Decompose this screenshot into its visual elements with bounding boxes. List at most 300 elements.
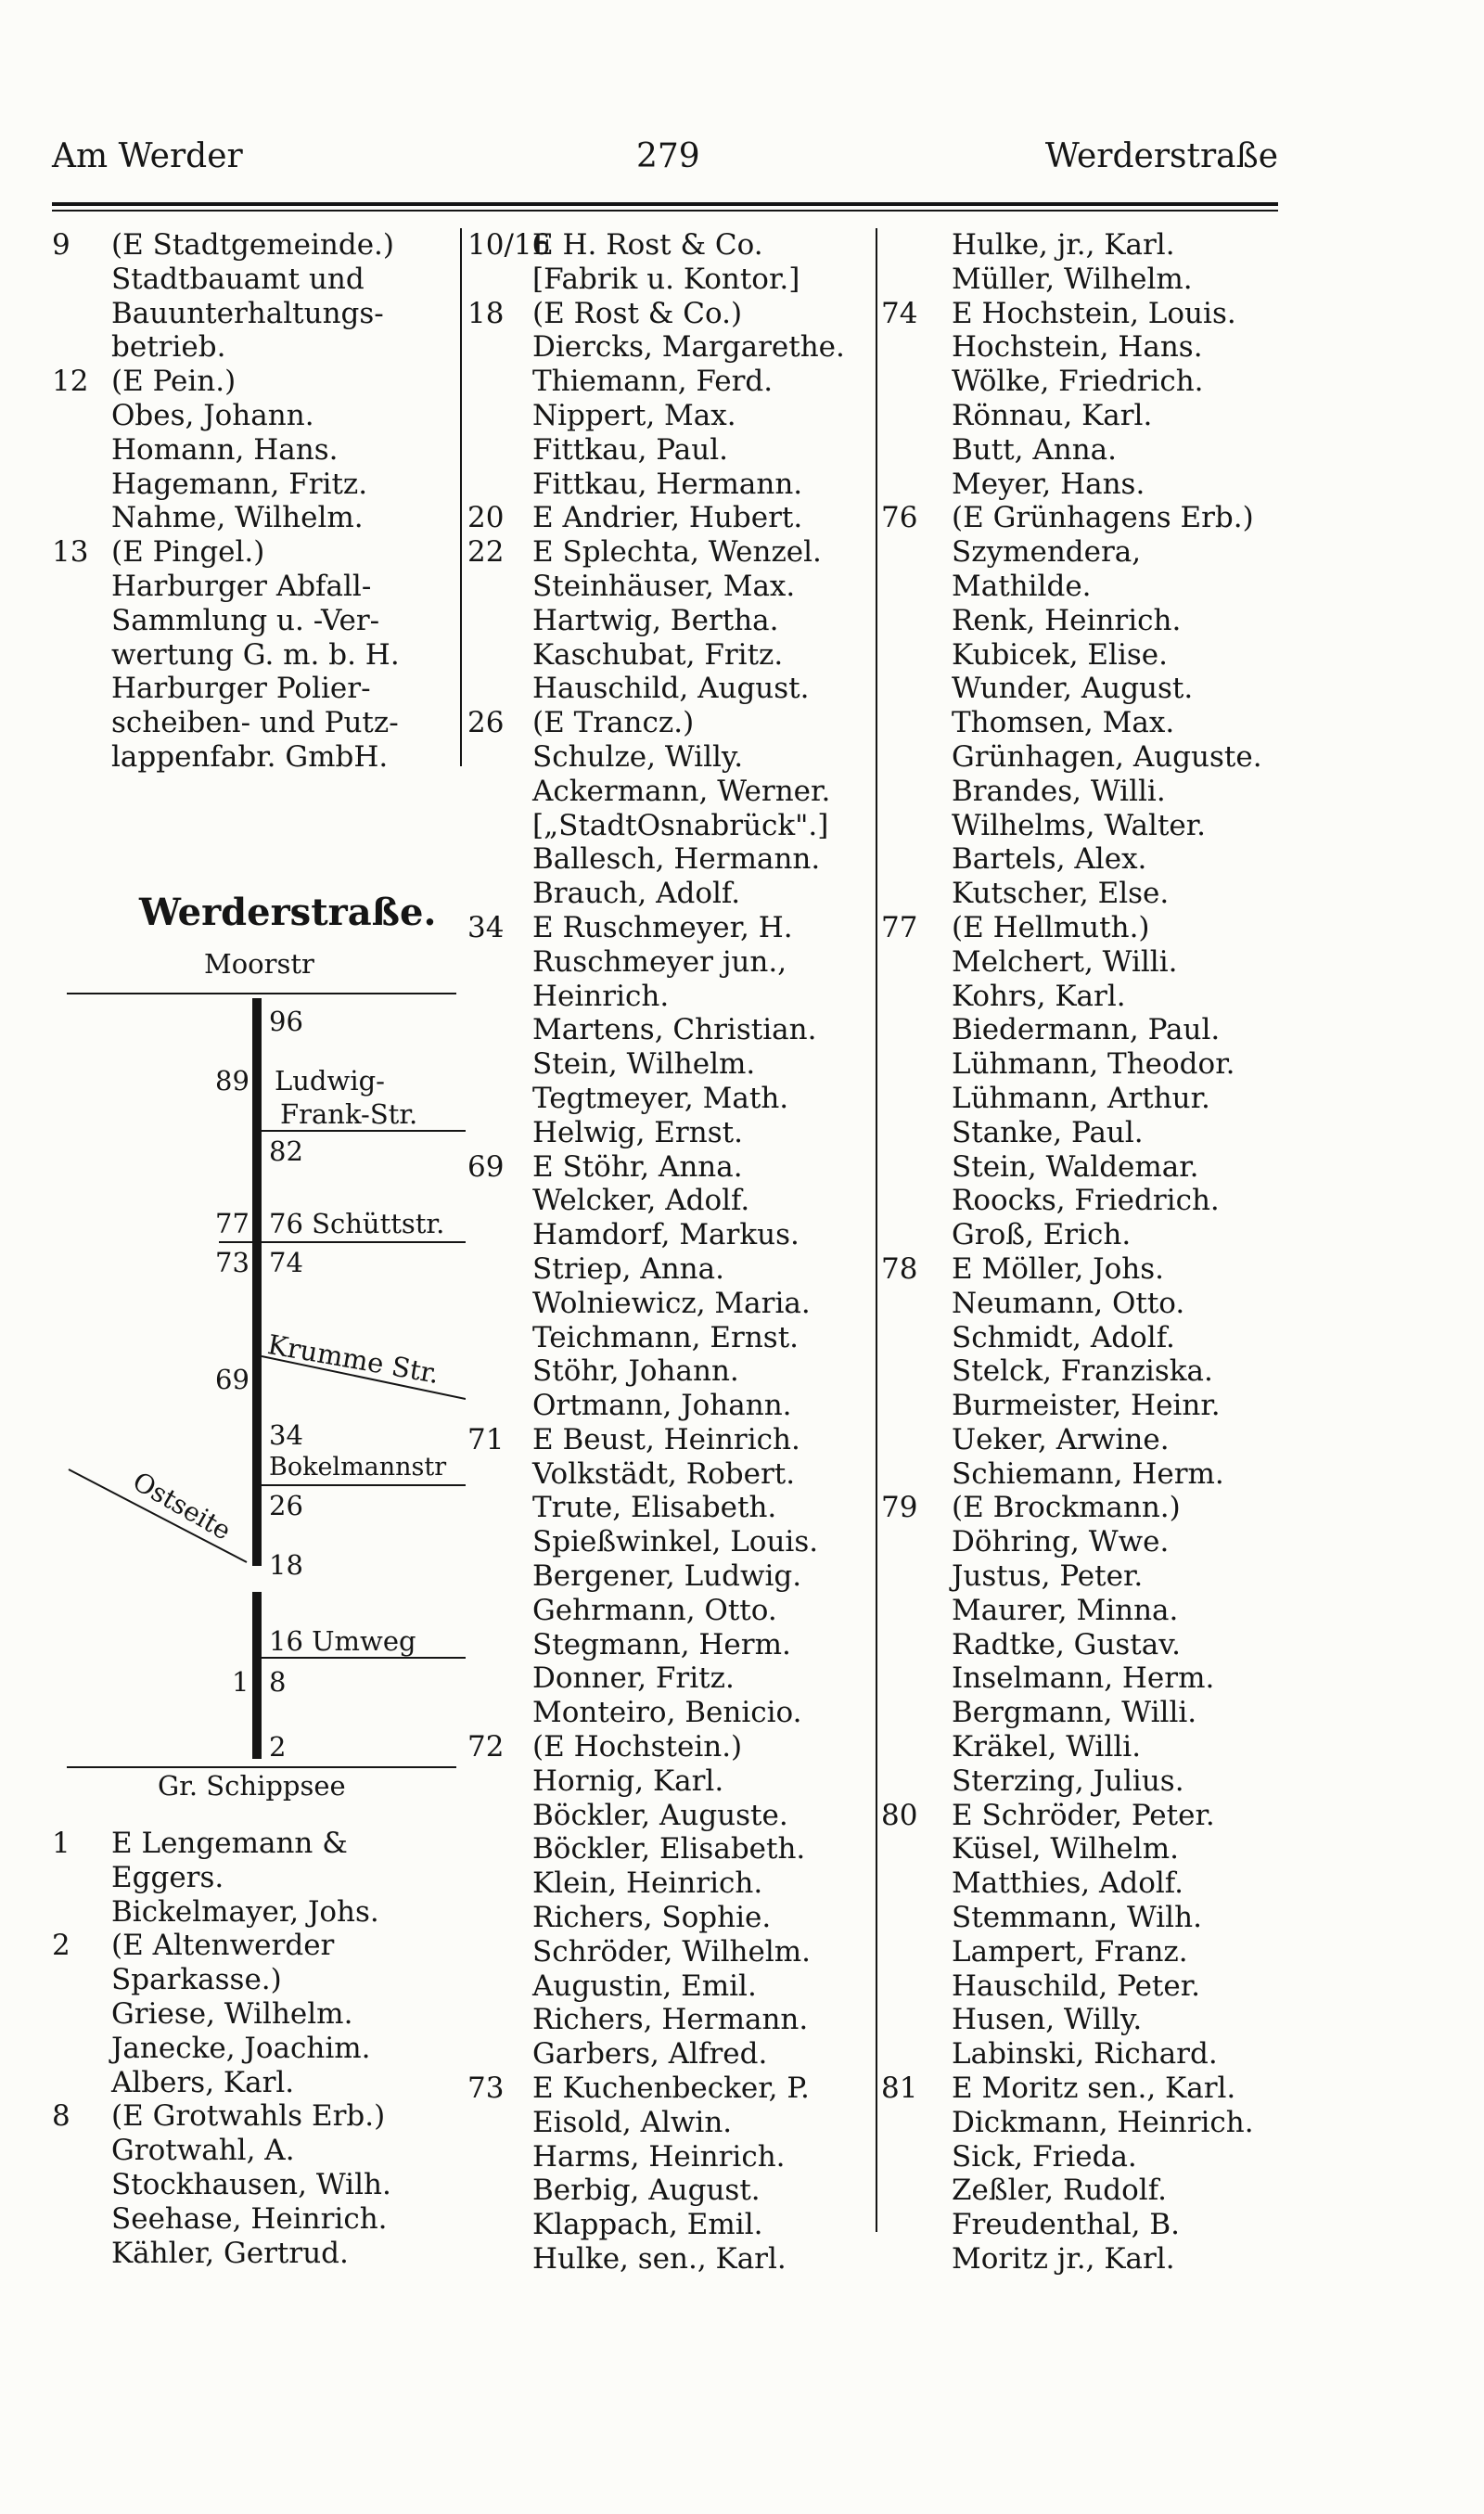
directory-entry — [467, 1082, 876, 1116]
directory-entry — [467, 2208, 876, 2242]
directory-entry — [881, 1354, 1289, 1389]
directory-entry — [52, 1963, 460, 1997]
directory-entry — [467, 638, 876, 673]
entry-text: Homann, Hans. — [111, 432, 339, 467]
directory-entry — [881, 842, 1289, 877]
house-number: 1 — [232, 1666, 249, 1698]
directory-entry — [467, 1799, 876, 1833]
directory-entry — [467, 570, 876, 604]
directory-entry — [467, 1013, 876, 1047]
street-bar — [252, 998, 262, 1759]
street-diagram — [61, 946, 466, 1802]
entry-text: Wölke, Friedrich. — [952, 365, 1204, 399]
cross-street-label: 16 Umweg — [269, 1625, 416, 1657]
directory-entry — [467, 1423, 876, 1457]
directory-entry — [881, 1866, 1289, 1901]
directory-entry — [52, 297, 460, 331]
entry-text: Kohrs, Karl. — [952, 979, 1126, 1013]
entry-text: Schulze, Willy. — [532, 739, 744, 774]
directory-entry — [52, 740, 460, 775]
entry-text: (E Brockmann.) — [952, 1491, 1181, 1525]
directory-entry — [467, 842, 876, 877]
directory-entry — [467, 1525, 876, 1559]
house-number: 26 — [467, 706, 505, 740]
header-right: Werderstraße — [1044, 137, 1278, 175]
entry-text: Janecke, Joachim. — [111, 2031, 371, 2065]
directory-entry — [881, 1901, 1289, 1935]
entry-text: Monteiro, Benicio. — [532, 1696, 802, 1730]
house-number: 76 — [881, 501, 918, 535]
entry-text: [„StadtOsnabrück".] — [532, 808, 829, 842]
entry-text: Renk, Heinrich. — [952, 603, 1182, 637]
entry-text: Hauschild, August. — [532, 672, 810, 706]
entry-text: Thiemann, Ferd. — [532, 365, 774, 399]
entry-text: Justus, Peter. — [952, 1559, 1144, 1594]
directory-entry — [881, 1730, 1289, 1764]
directory-entry — [52, 604, 460, 638]
house-number: 74 — [269, 1247, 303, 1278]
directory-entry — [467, 2140, 876, 2174]
directory-entry — [52, 399, 460, 433]
directory-entry — [881, 2071, 1289, 2106]
directory-entry — [52, 1861, 460, 1895]
entry-text: Radtke, Gustav. — [952, 1627, 1181, 1661]
directory-entry — [467, 1491, 876, 1525]
directory-entry — [467, 365, 876, 399]
entry-text: Eisold, Alwin. — [532, 2105, 733, 2139]
entry-text: Thomsen, Max. — [952, 706, 1175, 740]
entry-text: Fittkau, Hermann. — [532, 467, 803, 501]
entry-text: Sick, Frieda. — [952, 2139, 1137, 2174]
directory-entry — [467, 1696, 876, 1730]
house-number: 81 — [881, 2071, 918, 2106]
directory-entry — [467, 535, 876, 570]
entry-text: Ackermann, Werner. — [532, 774, 831, 808]
directory-entry — [52, 2032, 460, 2066]
directory-entry — [467, 263, 876, 297]
entry-text: lappenfabr. GmbH. — [111, 739, 389, 774]
directory-entry — [467, 980, 876, 1014]
directory-entry — [52, 1997, 460, 2032]
house-number: 9 — [52, 228, 70, 262]
page-number: 279 — [636, 137, 700, 175]
house-number: 69 — [215, 1364, 249, 1395]
entry-text: Diercks, Margarethe. — [532, 330, 845, 365]
column-3 — [881, 228, 1289, 2277]
entry-text: wertung G. m. b. H. — [111, 637, 400, 672]
directory-entry — [881, 2003, 1289, 2037]
cross-street-label: Bokelmannstr — [269, 1453, 447, 1481]
entry-text: Szymendera, — [952, 535, 1142, 570]
entry-text: (E Hellmuth.) — [952, 910, 1150, 944]
entry-text: Heinrich. — [532, 979, 670, 1013]
house-number: 77 — [215, 1208, 249, 1239]
directory-entry — [881, 740, 1289, 775]
bottom-street-line — [67, 1766, 456, 1768]
entry-text: Bergener, Ludwig. — [532, 1559, 802, 1594]
directory-entry — [467, 1935, 876, 1969]
directory-entry — [467, 501, 876, 535]
directory-entry — [881, 604, 1289, 638]
house-number: 77 — [881, 910, 918, 944]
cross-street-line — [262, 1484, 466, 1486]
cross-street-line — [262, 1657, 466, 1659]
entry-text: Harburger Polier- — [111, 672, 371, 706]
entry-text: E Schröder, Peter. — [952, 1798, 1215, 1832]
directory-entry — [52, 2099, 460, 2134]
entry-text: Martens, Christian. — [532, 1013, 817, 1047]
directory-entry — [467, 1661, 876, 1696]
house-number: 72 — [467, 1730, 505, 1764]
directory-entry — [881, 2106, 1289, 2140]
entry-text: Nahme, Wilhelm. — [111, 501, 364, 535]
entry-text: Böckler, Elisabeth. — [532, 1832, 806, 1866]
column-1 — [52, 228, 460, 775]
entry-text: Hauschild, Peter. — [952, 1969, 1200, 2003]
directory-entry — [467, 877, 876, 911]
entry-text: Grotwahl, A. — [111, 2134, 295, 2168]
entry-text: Harburger Abfall- — [111, 569, 372, 603]
directory-entry — [467, 399, 876, 433]
entry-text: E Moritz sen., Karl. — [952, 2071, 1236, 2106]
directory-entry — [881, 365, 1289, 399]
directory-entry — [881, 809, 1289, 843]
directory-entry — [881, 297, 1289, 331]
bottom-street-label: Gr. Schippsee — [158, 1770, 346, 1802]
entry-text: (E Stadtgemeinde.) — [111, 228, 395, 262]
entry-text: Ruschmeyer jun., — [532, 944, 787, 979]
directory-entry — [467, 1184, 876, 1218]
entry-text: Welcker, Adolf. — [532, 1184, 750, 1218]
entry-text: scheiben- und Putz- — [111, 706, 399, 740]
directory-entry — [881, 1661, 1289, 1696]
directory-entry — [881, 263, 1289, 297]
directory-entry — [52, 263, 460, 297]
house-number: 96 — [269, 1006, 303, 1037]
directory-entry — [467, 2071, 876, 2106]
entry-text: Stegmann, Herm. — [532, 1627, 791, 1661]
entry-text: Bauunterhaltungs- — [111, 296, 384, 330]
entry-text: Sammlung u. -Ver- — [111, 603, 380, 637]
entry-text: Groß, Erich. — [952, 1218, 1132, 1252]
entry-text: Schmidt, Adolf. — [952, 1320, 1175, 1354]
directory-entry — [467, 297, 876, 331]
house-number: 8 — [269, 1666, 287, 1698]
entry-text: Garbers, Alfred. — [532, 2037, 768, 2071]
entry-text: (E Grotwahls Erb.) — [111, 2099, 386, 2134]
directory-entry — [881, 706, 1289, 740]
directory-entry — [52, 2202, 460, 2237]
entry-text: E Andrier, Hubert. — [532, 501, 803, 535]
directory-entry — [467, 1628, 876, 1662]
entry-text: Neumann, Otto. — [952, 1286, 1185, 1320]
directory-entry — [467, 706, 876, 740]
directory-entry — [881, 501, 1289, 535]
entry-text: Helwig, Ernst. — [532, 1115, 743, 1149]
directory-entry — [881, 672, 1289, 706]
directory-entry — [881, 1287, 1289, 1321]
house-number: 26 — [269, 1490, 303, 1521]
entry-text: Nippert, Max. — [532, 398, 736, 432]
entry-text: E Stöhr, Anna. — [532, 1149, 743, 1184]
entry-text: (E Grünhagens Erb.) — [952, 501, 1254, 535]
entry-text: Ballesch, Hermann. — [532, 842, 821, 877]
directory-entry — [881, 535, 1289, 570]
directory-entry — [881, 1321, 1289, 1355]
entry-text: Husen, Willy. — [952, 2003, 1143, 2037]
column-divider — [876, 228, 877, 2232]
directory-entry — [467, 740, 876, 775]
entry-text: (E Hochstein.) — [532, 1730, 743, 1764]
directory-entry — [467, 1389, 876, 1423]
directory-entry — [467, 1969, 876, 2004]
entry-text: Volkstädt, Robert. — [532, 1456, 796, 1491]
directory-entry — [881, 399, 1289, 433]
entry-text: Schröder, Wilhelm. — [532, 1934, 811, 1969]
directory-entry — [52, 1895, 460, 1930]
directory-entry — [52, 1827, 460, 1861]
entry-text: Hartwig, Bertha. — [532, 603, 779, 637]
page-header — [52, 137, 1278, 184]
entry-text: Meyer, Hans. — [952, 467, 1145, 501]
cross-street-label: Frank-Str. — [280, 1098, 418, 1130]
entry-text: Burmeister, Heinr. — [952, 1389, 1221, 1423]
directory-entry — [467, 1321, 876, 1355]
cross-street-label: 76 Schüttstr. — [269, 1208, 445, 1239]
directory-entry — [881, 330, 1289, 365]
entry-text: Kaschubat, Fritz. — [532, 637, 784, 672]
house-number: 2 — [52, 1929, 70, 1963]
directory-entry — [881, 1013, 1289, 1047]
directory-entry — [467, 1764, 876, 1799]
directory-entry — [467, 2037, 876, 2071]
header-left: Am Werder — [52, 137, 243, 175]
directory-entry — [467, 1730, 876, 1764]
entry-text: Stein, Waldemar. — [952, 1149, 1199, 1184]
entry-text: Fittkau, Paul. — [532, 432, 728, 467]
entry-text: (E Altenwerder — [111, 1929, 335, 1963]
entry-text: Stemmann, Wilh. — [952, 1901, 1202, 1935]
directory-entry — [52, 1929, 460, 1963]
entry-text: Bickelmayer, Johs. — [111, 1894, 379, 1929]
directory-entry — [467, 1150, 876, 1185]
directory-entry — [467, 1287, 876, 1321]
entry-text: Ortmann, Johann. — [532, 1389, 792, 1423]
entry-text: Müller, Wilhelm. — [952, 262, 1193, 296]
entry-text: Lampert, Franz. — [952, 1934, 1188, 1969]
cross-street-line — [219, 1241, 466, 1243]
directory-entry — [467, 330, 876, 365]
entry-text: Hagemann, Fritz. — [111, 467, 368, 501]
directory-entry — [881, 2242, 1289, 2277]
entry-text: Schiemann, Herm. — [952, 1456, 1224, 1491]
entry-text: Stanke, Paul. — [952, 1115, 1144, 1149]
cross-street-line — [262, 1130, 466, 1132]
directory-entry — [52, 2237, 460, 2271]
house-number: 13 — [52, 535, 89, 570]
entry-text: E H. Rost & Co. — [532, 228, 763, 262]
entry-text: Kräkel, Willi. — [952, 1730, 1142, 1764]
entry-text: E Lengemann & — [111, 1827, 348, 1860]
entry-text: Donner, Fritz. — [532, 1661, 735, 1696]
cross-street-label: Krumme Str. — [265, 1328, 442, 1390]
entry-text: Dickmann, Heinrich. — [952, 2105, 1254, 2139]
directory-entry — [881, 2140, 1289, 2174]
entry-text: Eggers. — [111, 1860, 224, 1894]
directory-entry — [881, 468, 1289, 502]
entry-text: Hochstein, Hans. — [952, 330, 1203, 365]
entry-text: Melchert, Willi. — [952, 944, 1178, 979]
directory-entry — [467, 2174, 876, 2208]
directory-entry — [467, 1457, 876, 1492]
entry-text: Wolniewicz, Maria. — [532, 1286, 811, 1320]
entry-text: Grünhagen, Auguste. — [952, 739, 1262, 774]
house-number: 69 — [467, 1149, 505, 1184]
directory-entry — [467, 468, 876, 502]
directory-entry — [467, 2242, 876, 2277]
entry-text: Lühmann, Theodor. — [952, 1047, 1235, 1082]
directory-entry — [467, 1832, 876, 1866]
entry-text: E Möller, Johs. — [952, 1251, 1165, 1286]
entry-text: Kähler, Gertrud. — [111, 2236, 349, 2270]
house-number: 73 — [215, 1247, 249, 1278]
entry-text: Moritz jr., Karl. — [952, 2242, 1175, 2277]
directory-entry — [881, 1559, 1289, 1594]
entry-text: Hamdorf, Markus. — [532, 1218, 800, 1252]
directory-entry — [52, 638, 460, 673]
entry-text: Stein, Wilhelm. — [532, 1047, 756, 1082]
directory-entry — [881, 228, 1289, 263]
directory-entry — [52, 468, 460, 502]
directory-entry — [467, 604, 876, 638]
directory-entry — [52, 501, 460, 535]
entry-text: Seehase, Heinrich. — [111, 2201, 388, 2236]
entry-text: Mathilde. — [952, 569, 1092, 603]
directory-entry — [881, 945, 1289, 980]
directory-entry — [881, 2037, 1289, 2071]
house-number: 1 — [52, 1827, 70, 1860]
directory-entry — [467, 775, 876, 809]
header-rule-thin — [52, 210, 1278, 212]
house-number: 73 — [467, 2071, 505, 2106]
entry-text: Küsel, Wilhelm. — [952, 1832, 1179, 1866]
entry-text: Ueker, Arwine. — [952, 1422, 1170, 1456]
directory-entry — [52, 330, 460, 365]
house-number: 74 — [881, 296, 918, 330]
directory-entry — [52, 535, 460, 570]
entry-text: (E Pein.) — [111, 365, 237, 399]
entry-text: E Beust, Heinrich. — [532, 1422, 800, 1456]
house-number: 89 — [215, 1065, 249, 1097]
entry-text: Hulke, sen., Karl. — [532, 2242, 787, 2277]
directory-entry — [467, 2003, 876, 2037]
directory-entry — [881, 1491, 1289, 1525]
house-number: 22 — [467, 535, 505, 570]
directory-entry — [467, 1559, 876, 1594]
directory-entry — [467, 945, 876, 980]
entry-text: Gehrmann, Otto. — [532, 1593, 777, 1627]
directory-entry — [881, 1696, 1289, 1730]
entry-text: Inselmann, Herm. — [952, 1661, 1215, 1696]
house-number: 34 — [467, 910, 505, 944]
entry-text: Sterzing, Julius. — [952, 1764, 1184, 1798]
directory-entry — [52, 365, 460, 399]
entry-text: Rönnau, Karl. — [952, 398, 1153, 432]
column-1-top — [52, 228, 460, 775]
directory-entry — [881, 1252, 1289, 1287]
entry-text: Richers, Sophie. — [532, 1901, 772, 1935]
house-number: 71 — [467, 1422, 505, 1456]
house-number: 10/16 — [467, 228, 551, 262]
entry-text: Striep, Anna. — [532, 1251, 724, 1286]
entry-text: Brauch, Adolf. — [532, 877, 741, 911]
directory-entry — [467, 1866, 876, 1901]
entry-text: Spießwinkel, Louis. — [532, 1525, 819, 1559]
side-label: Ostseite — [127, 1466, 237, 1546]
entry-text: Harms, Heinrich. — [532, 2139, 786, 2174]
entry-text: Zeßler, Rudolf. — [952, 2174, 1167, 2208]
directory-entry — [881, 1969, 1289, 2004]
entry-text: Steinhäuser, Max. — [532, 569, 796, 603]
directory-entry — [881, 1150, 1289, 1185]
header-rule — [52, 202, 1278, 206]
entry-text: Stelck, Franziska. — [952, 1354, 1213, 1389]
entry-text: Stöhr, Johann. — [532, 1354, 739, 1389]
house-number: 8 — [52, 2099, 70, 2134]
entry-text: Trute, Elisabeth. — [532, 1491, 777, 1525]
directory-entry — [52, 672, 460, 706]
entry-text: Stockhausen, Wilh. — [111, 2167, 391, 2201]
house-number: 34 — [269, 1419, 303, 1451]
entry-text: Griese, Wilhelm. — [111, 1996, 353, 2031]
column-divider — [460, 228, 462, 766]
entry-text: Freudenthal, B. — [952, 2208, 1180, 2242]
directory-entry — [881, 433, 1289, 468]
entry-text: Kutscher, Else. — [952, 877, 1170, 911]
entry-text: [Fabrik u. Kontor.] — [532, 262, 800, 296]
directory-entry — [467, 1116, 876, 1150]
entry-text: Hornig, Karl. — [532, 1764, 724, 1798]
house-number: 12 — [52, 365, 89, 399]
entry-text: Obes, Johann. — [111, 398, 314, 432]
directory-entry — [881, 911, 1289, 945]
directory-entry — [881, 877, 1289, 911]
directory-entry — [881, 1457, 1289, 1492]
directory-entry — [467, 228, 876, 263]
directory-entry — [881, 1525, 1289, 1559]
directory-entry — [881, 1799, 1289, 1833]
directory-entry — [467, 809, 876, 843]
directory-entry — [467, 1252, 876, 1287]
directory-entry — [881, 638, 1289, 673]
directory-entry — [467, 1901, 876, 1935]
directory-entry — [467, 911, 876, 945]
directory-entry — [881, 1594, 1289, 1628]
entry-text: (E Pingel.) — [111, 535, 265, 570]
entry-text: Labinski, Richard. — [952, 2037, 1218, 2071]
directory-entry — [881, 2208, 1289, 2242]
entry-text: E Kuchenbecker, P. — [532, 2071, 810, 2106]
house-number: 78 — [881, 1251, 918, 1286]
house-number: 79 — [881, 1491, 918, 1525]
directory-entry — [881, 1764, 1289, 1799]
directory-entry — [881, 1389, 1289, 1423]
directory-entry — [881, 1116, 1289, 1150]
directory-entry — [881, 1184, 1289, 1218]
directory-entry — [881, 1218, 1289, 1252]
house-number: 18 — [467, 296, 505, 330]
column-2 — [467, 228, 876, 2277]
